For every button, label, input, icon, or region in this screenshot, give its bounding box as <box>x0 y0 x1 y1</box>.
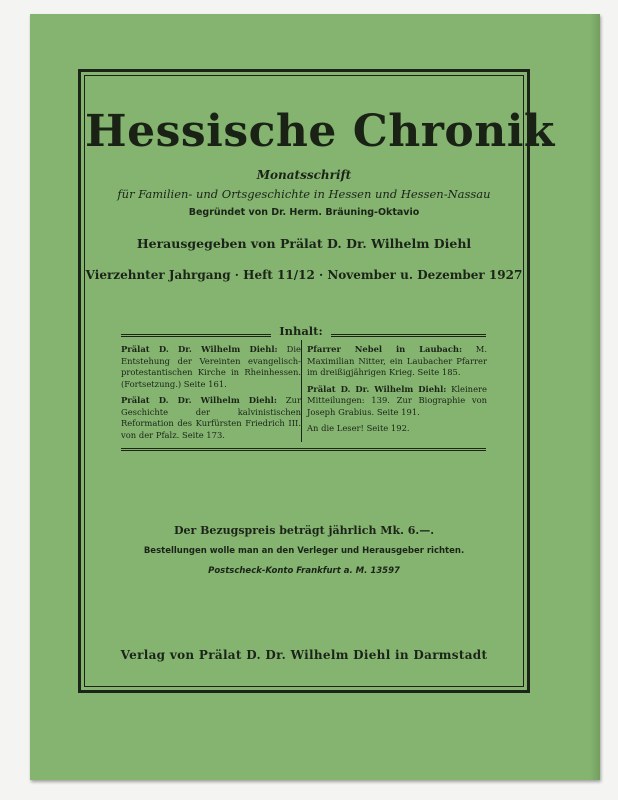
toc-rule-right <box>331 334 486 337</box>
toc-entry <box>307 344 487 379</box>
toc-entry <box>121 395 301 441</box>
toc-left-column <box>121 344 301 446</box>
toc-entry-author: Pfarrer Nebel in Laubach: <box>307 344 463 354</box>
toc-entry-author: Prälat D. Dr. Wilhelm Diehl: <box>307 383 447 394</box>
journal-title: Hessische Chronik <box>85 106 555 157</box>
journal-description: für Familien- und Ortsgeschichte in Hessen und Hessen-Nassau <box>117 187 491 201</box>
cover-frame-inner <box>84 75 555 687</box>
toc-entry <box>307 423 487 435</box>
toc-entry <box>307 384 487 419</box>
journal-subtitle: Monatsschrift <box>256 168 352 182</box>
toc-entry-text: Kleinere Mitteilungen: 139. Zur Biographie von Joseph Grabius. Seite 191. <box>307 383 487 417</box>
orders-note: Bestellungen wolle man an den Verleger und Herausgeber richten. <box>143 546 465 556</box>
publisher-line: Verlag von Prälat D. Dr. Wilhelm Diehl in Darmstadt <box>120 648 488 662</box>
subscription-price: Der Bezugspreis beträgt jährlich Mk. 6.—. <box>173 524 435 537</box>
toc-column-divider <box>301 340 302 442</box>
toc-entry-text: Zur Geschichte der kalvinistischen Reformation des Kurfürsten Friedrich III. von der Pfalz. Seite 173. <box>121 395 301 440</box>
journal-cover <box>30 14 600 780</box>
cover-frame <box>78 69 555 693</box>
toc-entry-author: Prälat D. Dr. Wilhelm Diehl: <box>121 344 278 354</box>
toc-entry-text: Die Entstehung der Vereinten evangelisch-protestantischen Kirche in Rheinhessen. (Fortsetzung.) Seite 161. <box>121 344 301 389</box>
postal-account: Postscheck-Konto Frankfurt a. M. 13597 <box>208 566 400 576</box>
issue-line: Vierzehnter Jahrgang · Heft 11/12 · November u. Dezember 1927 <box>85 268 523 282</box>
toc-entry-author: Prälat D. Dr. Wilhelm Diehl: <box>121 395 277 405</box>
editor-line: Herausgegeben von Prälat D. Dr. Wilhelm Diehl <box>136 236 472 251</box>
toc-entry-text: An die Leser! Seite 192. <box>307 423 410 433</box>
toc-right-column <box>307 344 487 440</box>
toc-bottom-rule <box>121 448 486 451</box>
toc-heading: Inhalt: <box>279 324 323 338</box>
toc-entry <box>121 344 301 390</box>
toc-entry-text: M. Maximilian Nitter, ein Laubacher Pfarrer im dreißigjährigen Krieg. Seite 185. <box>307 344 487 377</box>
toc-rule-left <box>121 334 271 337</box>
founder-line: Begründet von Dr. Herm. Bräuning-Oktavio <box>188 207 420 218</box>
